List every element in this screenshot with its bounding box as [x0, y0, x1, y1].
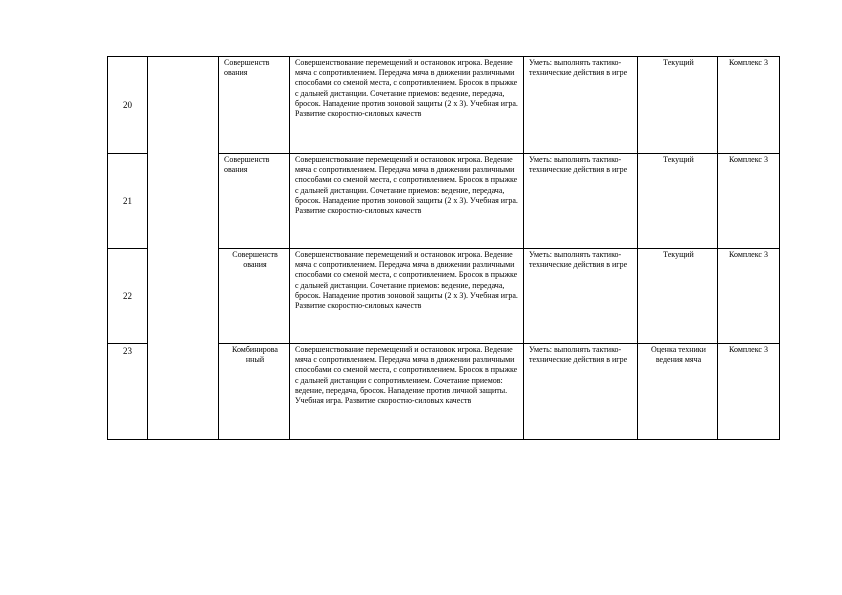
homework-text: Комплекс 3: [729, 345, 768, 354]
merged-blank-cell: [148, 57, 219, 440]
lesson-content-cell: [290, 344, 524, 440]
lesson-type-cell: [219, 154, 290, 249]
lesson-content: Совершенствование перемещений и остановок игрока. Ведение мяча с сопротивлением. Передача мяча в движении различными способами со сменой места, с сопротивлением. Бросок в прыжке с дальней дистанции. Сочетание приемов: ведение, передача, бросок. Нападение против зоновой защиты (2 х 3). Учебная игра. Развитие скоростно-силовых качеств: [295, 155, 518, 216]
lesson-plan-table: [107, 56, 780, 440]
lesson-content: Совершенствование перемещений и остановок игрока. Ведение мяча с сопротивлением. Передача мяча в движении различными способами со сменой места, с сопротивлением. Бросок в прыжке с дальней дистанции с сопротивлением. Сочетание приемов: ведение, передача, бросок. Нападение против личной защиты. Учебная игра. Развитие скоростно-силовых качеств: [295, 345, 518, 406]
lesson-type: Совершенств ования: [224, 155, 270, 175]
lesson-number-cell: [108, 249, 148, 344]
homework-text: Комплекс 3: [729, 155, 768, 164]
lesson-number: 20: [123, 99, 132, 110]
homework-text: Комплекс 3: [729, 58, 768, 67]
requirements-cell: [524, 249, 638, 344]
lesson-content-cell: [290, 57, 524, 154]
control-type-cell: [638, 57, 718, 154]
requirements-text: Уметь: выполнять тактико-технические действия в игре: [529, 250, 628, 270]
requirements-cell: [524, 154, 638, 249]
lesson-number-cell: [108, 57, 148, 154]
requirements-text: Уметь: выполнять тактико-технические действия в игре: [529, 58, 628, 78]
table-row: [108, 57, 780, 154]
homework-text: Комплекс 3: [729, 250, 768, 259]
homework-cell: [718, 154, 780, 249]
control-type-cell: [638, 344, 718, 440]
lesson-content-cell: [290, 154, 524, 249]
requirements-cell: [524, 344, 638, 440]
lesson-type-cell: [219, 344, 290, 440]
lesson-number-cell: [108, 344, 148, 440]
lesson-type: Совершенств ования: [224, 58, 270, 78]
control-type: Оценка техники ведения мяча: [651, 345, 706, 365]
lesson-number: 23: [123, 346, 132, 356]
homework-cell: [718, 249, 780, 344]
homework-cell: [718, 57, 780, 154]
control-type: Текущий: [663, 155, 694, 164]
lesson-type: Совершенств ования: [232, 250, 278, 270]
control-type-cell: [638, 249, 718, 344]
lesson-content: Совершенствование перемещений и остановок игрока. Ведение мяча с сопротивлением. Передача мяча в движении различными способами со сменой места, с сопротивлением. Бросок в прыжке с дальней дистанции. Сочетание приемов: ведение, передача, бросок. Нападение против зоновой защиты (2 х 3). Учебная игра. Развитие скоростно-силовых качеств: [295, 250, 518, 311]
homework-cell: [718, 344, 780, 440]
requirements-cell: [524, 57, 638, 154]
lesson-number-cell: [108, 154, 148, 249]
lesson-content-cell: [290, 249, 524, 344]
lesson-content: Совершенствование перемещений и остановок игрока. Ведение мяча с сопротивлением. Передача мяча в движении различными способами со сменой места, с сопротивлением. Бросок в прыжке с дальней дистанции. Сочетание приемов: ведение, передача, бросок. Нападение против зоновой защиты (2 х 3). Учебная игра. Развитие скоростно-силовых качеств: [295, 58, 518, 119]
control-type: Текущий: [663, 58, 694, 67]
requirements-text: Уметь: выполнять тактико-технические действия в игре: [529, 345, 628, 365]
lesson-number: 22: [123, 290, 132, 301]
lesson-type-cell: [219, 249, 290, 344]
lesson-type-cell: [219, 57, 290, 154]
control-type: Текущий: [663, 250, 694, 259]
requirements-text: Уметь: выполнять тактико-технические действия в игре: [529, 155, 628, 175]
control-type-cell: [638, 154, 718, 249]
lesson-number: 21: [123, 195, 132, 206]
lesson-type: Комбинирова нный: [232, 345, 278, 365]
